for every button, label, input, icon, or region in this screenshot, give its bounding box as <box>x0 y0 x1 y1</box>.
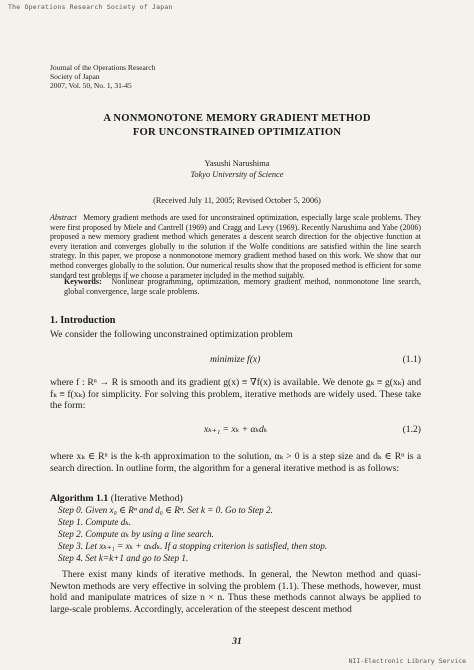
journal-line-2: Society of Japan <box>50 72 100 81</box>
equation-1-1-number: (1.1) <box>402 354 421 365</box>
equation-1-2-number: (1.2) <box>402 424 421 435</box>
abstract-text: Memory gradient methods are used for unconstrained optimization, especially large scale problems. They were first proposed by Miele and Cantrell (1969) and Cragg and Levy (1969). Recently Narushima and Yabe (2006) proposed a new memory gradient method which generates a descent search direction for the objective function at every iteration and converges globally to the solution if the Wolfe conditions are satisfied within the line search strategy. In this paper, we propose a nonmonotone memory gradient method based on this work. We show that our method converges globally to the solution. Our numerical results show that the proposed method is efficient for some standard test problems if we choose a parameter included in the method suitably. <box>50 213 421 280</box>
library-watermark: NII-Electronic Library Service <box>348 657 466 665</box>
received-dates: (Received July 11, 2005; Revised October 5, 2006) <box>153 196 321 205</box>
algorithm-name: (Iterative Method) <box>110 493 183 504</box>
author-institution: Tokyo University of Science <box>190 170 284 179</box>
author-name: Yasushi Narushima <box>204 159 270 168</box>
algorithm-step-1: Step 1. Compute dₖ. <box>58 517 132 527</box>
paragraph-1: We consider the following unconstrained optimization problem <box>50 329 293 340</box>
keywords-text: Nonlinear programming, optimization, memory gradient method, nonmonotone line search, global convergence, large scale problems. <box>64 277 421 296</box>
abstract <box>50 213 421 280</box>
journal-info <box>50 63 155 90</box>
page-number: 31 <box>232 637 242 647</box>
society-watermark: The Operations Research Society of Japan <box>8 3 173 11</box>
keywords-label: Keywords: <box>64 277 102 286</box>
journal-line-1: Journal of the Operations Research <box>50 63 156 72</box>
algorithm-label: Algorithm 1.1 <box>50 493 109 504</box>
paper-title-line-1: A NONMONOTONE MEMORY GRADIENT METHOD <box>103 113 371 124</box>
algorithm-heading <box>50 493 183 504</box>
paragraph-4: There exist many kinds of iterative methods. In general, the Newton method and quasi-Newton methods are very effective in solving the problem (1.1). These methods, however, must hold and manipulate matrices of size n × n. Thus these methods cannot always be applied to large-scale problems. Accordingly, acceleration of the steepest descent method <box>50 569 421 615</box>
paper-title-line-2: FOR UNCONSTRAINED OPTIMIZATION <box>132 127 342 138</box>
paragraph-3: where xₖ ∈ Rⁿ is the k-th approximation to the solution, αₖ > 0 is a step size and dₖ ∈ Rⁿ is a search direction. In outline form, the algorithm for a general iterative method is as follows: <box>50 451 421 474</box>
algorithm-step-4: Step 4. Set k=k+1 and go to Step 1. <box>58 553 189 563</box>
paragraph-2: where f : Rⁿ → R is smooth and its gradient g(x) ≡ ∇f(x) is available. We denote gₖ ≡ g(xₖ) and fₖ ≡ f(xₖ) for simplicity. For solving this problem, iterative methods are widely used. These take the form: <box>50 377 421 412</box>
equation-1-1-formula: minimize f(x) <box>210 354 261 365</box>
algorithm-step-3: Step 3. Let xₖ₊₁ = xₖ + αₖdₖ. If a stopping criterion is satisfied, then stop. <box>58 541 328 551</box>
equation-1-2-formula: xₖ₊₁ = xₖ + αₖdₖ <box>204 424 268 435</box>
abstract-label: Abstract <box>50 213 77 222</box>
journal-line-3: 2007, Vol. 50, No. 1, 31-45 <box>50 81 132 90</box>
algorithm-step-2: Step 2. Compute αₖ by using a line search. <box>58 529 214 539</box>
section-heading-introduction: 1. Introduction <box>50 315 116 326</box>
keywords <box>64 277 421 297</box>
algorithm-step-0: Step 0. Given x₀ ∈ Rⁿ and d₀ ∈ Rⁿ. Set k = 0. Go to Step 2. <box>58 505 273 515</box>
